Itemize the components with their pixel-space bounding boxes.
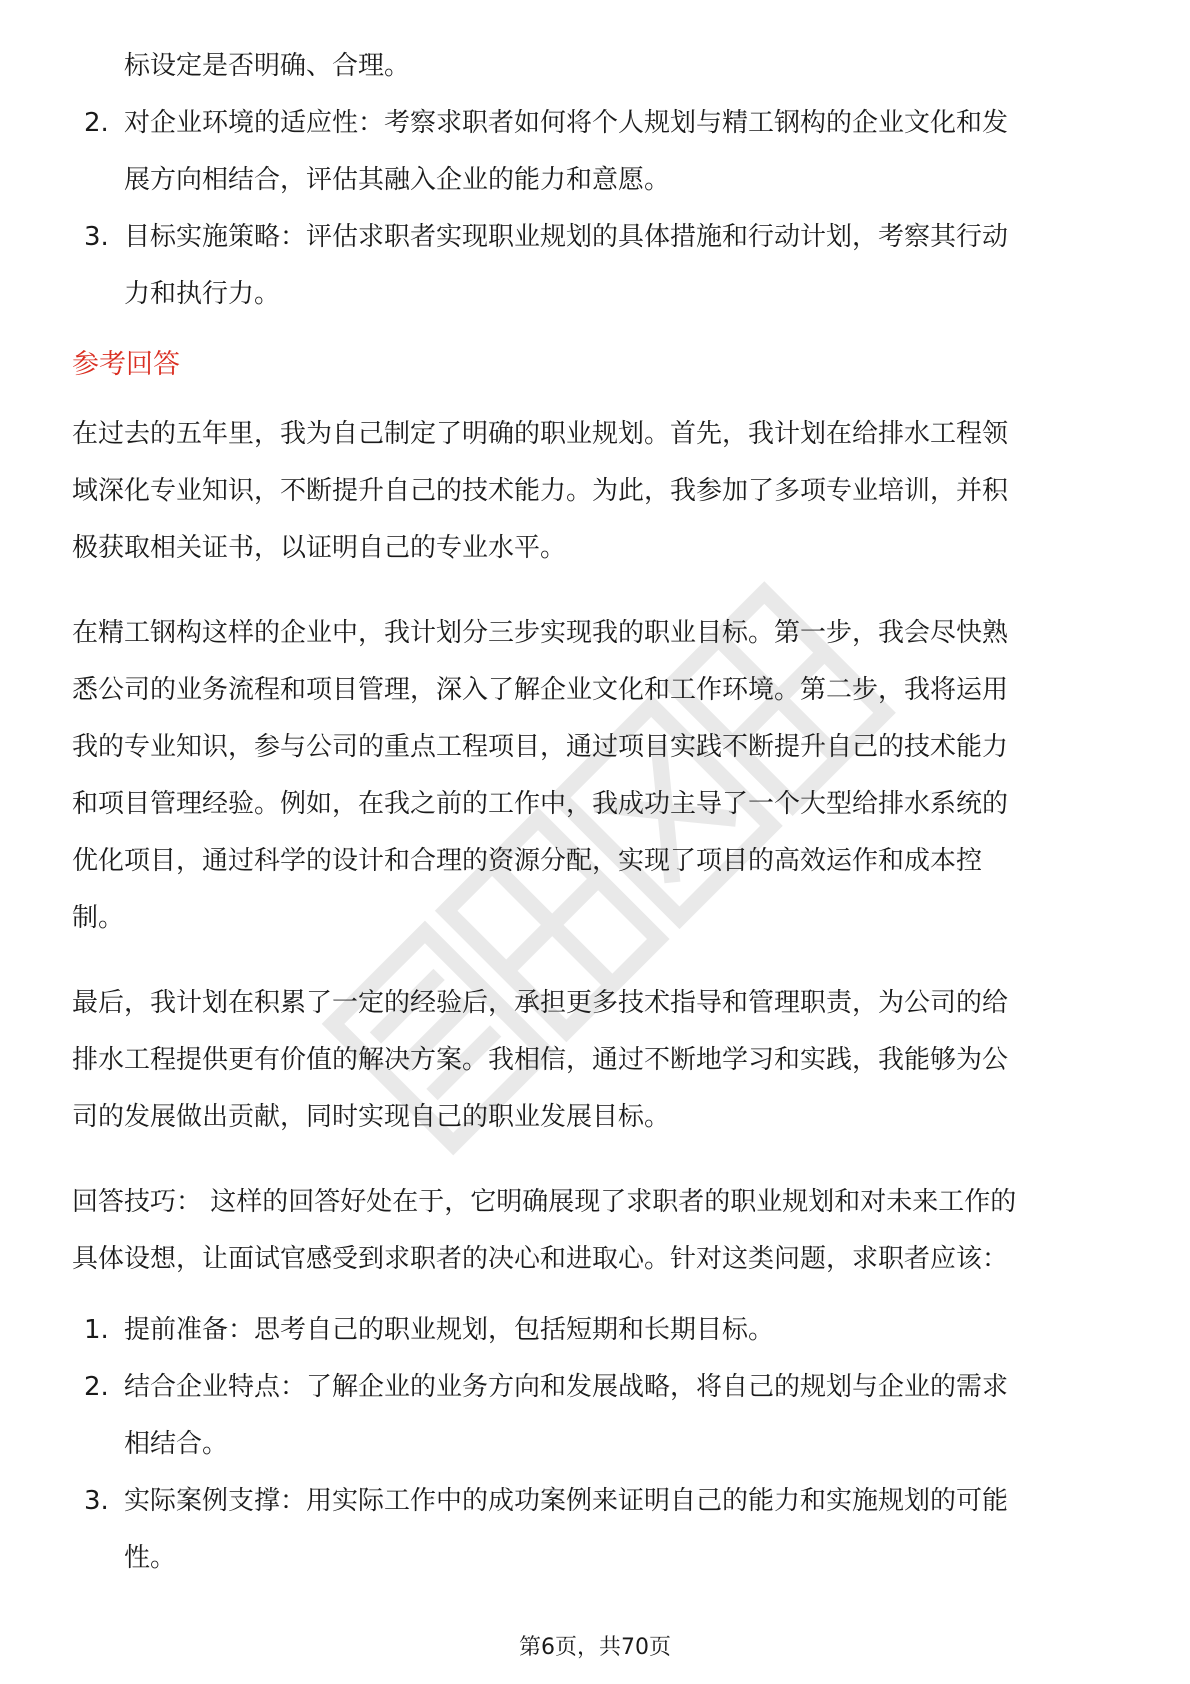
list-number: 2. (84, 1372, 109, 1402)
list-item (72, 95, 1122, 209)
list-number: 2. (84, 108, 109, 138)
paragraph-line: 我的专业知识，参与公司的重点工程项目，通过项目实践不断提升自己的技术能力 (72, 732, 1009, 762)
paragraph (72, 406, 1122, 577)
paragraph-line: 极获取相关证书，以证明自己的专业水平。 (72, 533, 567, 563)
list-item (72, 1473, 1122, 1587)
paragraph-line: 司的发展做出贡献，同时实现自己的职业发展目标。 (72, 1102, 671, 1132)
tips-paragraph (72, 1174, 1122, 1288)
list-text: 实际案例支撑：用实际工作中的成功案例来证明自己的能力和实施规划的可能 (124, 1486, 1009, 1516)
list-text: 结合企业特点：了解企业的业务方向和发展战略，将自己的规划与企业的需求 (124, 1372, 1009, 1402)
paragraph-line: 具体设想，让面试官感受到求职者的决心和进取心。针对这类问题，求职者应该： (72, 1244, 1009, 1274)
paragraph-line: 和项目管理经验。例如，在我之前的工作中，我成功主导了一个大型给排水系统的 (72, 789, 1009, 819)
paragraph-line: 悉公司的业务流程和项目管理，深入了解企业文化和工作环境。第二步，我将运用 (72, 675, 1009, 705)
paragraph-line: 在精工钢构这样的企业中，我计划分三步实现我的职业目标。第一步，我会尽快熟 (72, 618, 1009, 648)
paragraph-line: 最后，我计划在积累了一定的经验后，承担更多技术指导和管理职责，为公司的给 (72, 988, 1009, 1018)
list-number: 3. (84, 1486, 109, 1516)
list-item-continued: 标设定是否明确、合理。 (124, 51, 411, 81)
paragraph-line: 制。 (72, 903, 125, 933)
paragraph-line: 在过去的五年里，我为自己制定了明确的职业规划。首先，我计划在给排水工程领 (72, 419, 1009, 449)
list-item (72, 209, 1122, 323)
page-footer: 第6页，共70页 (519, 1635, 671, 1660)
paragraph (72, 975, 1122, 1146)
list-text: 力和执行力。 (124, 279, 281, 309)
page-content (72, 38, 1122, 1587)
list-text: 相结合。 (124, 1429, 229, 1459)
tips-list (72, 1302, 1122, 1587)
list-item (72, 1302, 1122, 1359)
paragraph-line: 优化项目，通过科学的设计和合理的资源分配，实现了项目的高效运作和成本控 (72, 846, 983, 876)
list-text: 目标实施策略：评估求职者实现职业规划的具体措施和行动计划，考察其行动 (124, 222, 1009, 252)
list-text: 性。 (124, 1543, 177, 1573)
list-number: 1. (84, 1315, 109, 1345)
criteria-list (72, 95, 1122, 323)
paragraph-line: 回答技巧： 这样的回答好处在于，它明确展现了求职者的职业规划和对未来工作的 (72, 1187, 1017, 1217)
list-text: 展方向相结合，评估其融入企业的能力和意愿。 (124, 165, 671, 195)
list-item (72, 1359, 1122, 1473)
list-number: 3. (84, 222, 109, 252)
list-text: 提前准备：思考自己的职业规划，包括短期和长期目标。 (124, 1315, 775, 1345)
list-text: 对企业环境的适应性：考察求职者如何将个人规划与精工钢构的企业文化和发 (124, 108, 1009, 138)
paragraph (72, 605, 1122, 947)
paragraph-line: 排水工程提供更有价值的解决方案。我相信，通过不断地学习和实践，我能够为公 (72, 1045, 1009, 1075)
section-heading: 参考回答 (72, 349, 180, 380)
paragraph-line: 域深化专业知识，不断提升自己的技术能力。为此，我参加了多项专业培训，并积 (72, 476, 1009, 506)
